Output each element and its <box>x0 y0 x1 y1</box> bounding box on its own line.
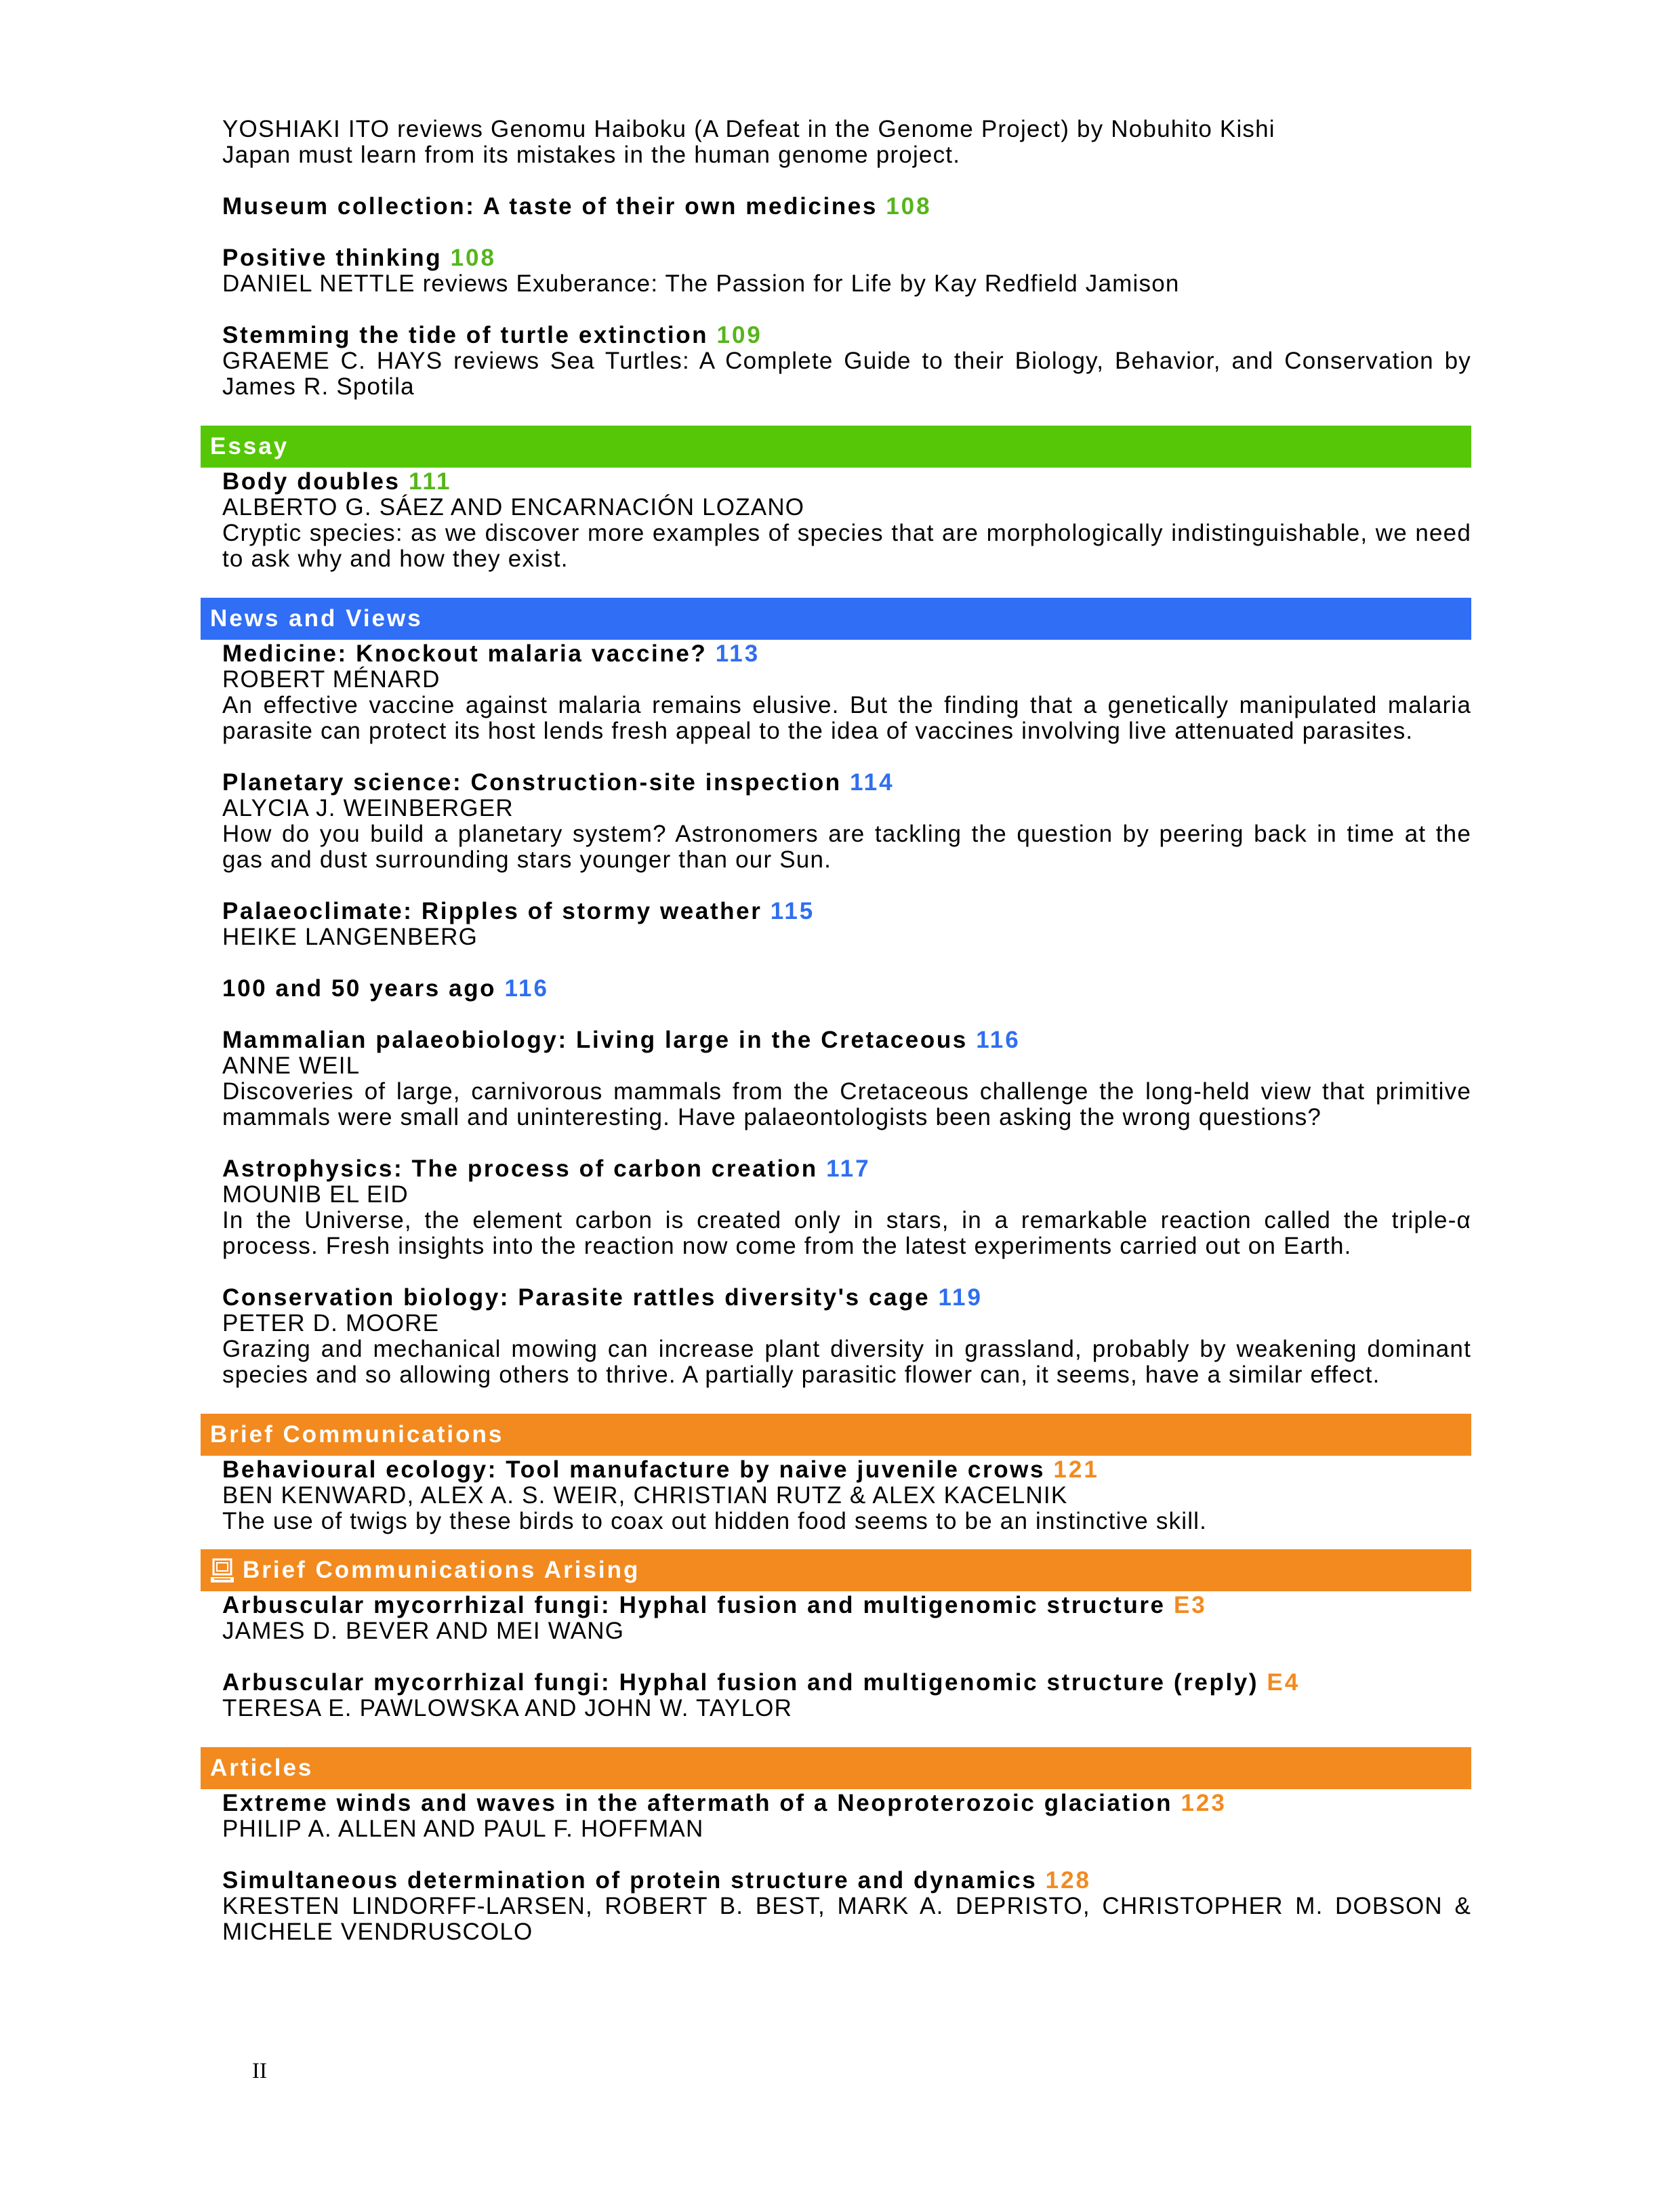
section-articles <box>201 1789 1471 1945</box>
entry-authors: ALBERTO G. SÁEZ AND ENCARNACIÓN LOZANO <box>222 494 805 520</box>
entry-title[interactable]: Medicine: Knockout malaria vaccine? 113 <box>222 640 760 667</box>
entry-authors: PETER D. MOORE <box>222 1310 440 1336</box>
entry-title[interactable]: Museum collection: A taste of their own medicines 108 <box>222 193 932 220</box>
section-brief-communications-arising <box>201 1591 1471 1721</box>
entry-desc: Grazing and mechanical mowing can increase plant diversity in grassland, probably by weakening dominant species and so allowing others to thrive. A partially parasitic flower can, it seems, have a similar effect. <box>222 1336 1471 1388</box>
article-entry[interactable] <box>222 1791 1471 1842</box>
section-news-and-views <box>201 640 1471 1388</box>
page-number: 117 <box>826 1156 871 1182</box>
page-number: 108 <box>450 245 496 271</box>
entry-title[interactable]: Conservation biology: Parasite rattles diversity's cage 119 <box>222 1284 983 1311</box>
entry-authors: HEIKE LANGENBERG <box>222 924 478 950</box>
page-number: 114 <box>850 769 895 796</box>
entry-title[interactable]: Palaeoclimate: Ripples of stormy weather 115 <box>222 898 815 924</box>
news-entry[interactable] <box>222 1285 1471 1388</box>
book-entry[interactable] <box>222 194 1471 220</box>
page-number: 116 <box>504 975 549 1002</box>
brief-entry[interactable] <box>222 1457 1471 1534</box>
entry-desc: Cryptic species: as we discover more examples of species that are morphologically indistinguishable, we need to ask why and how they exist. <box>222 520 1471 572</box>
entry-authors: JAMES D. BEVER AND MEI WANG <box>222 1618 625 1644</box>
arising-entry[interactable] <box>222 1593 1471 1644</box>
section-header-brief-communications-arising: Brief Communications Arising <box>201 1549 1471 1591</box>
news-entry[interactable] <box>222 770 1471 873</box>
review-intro <box>222 117 1471 168</box>
entry-desc: In the Universe, the element carbon is created only in stars, in a remarkable reaction called the triple-α process. Fresh insights into the reaction now come from the latest experiments carried out on Earth. <box>222 1207 1471 1259</box>
entry-title[interactable]: 100 and 50 years ago 116 <box>222 975 549 1002</box>
entry-byline: DANIEL NETTLE reviews Exuberance: The Passion for Life by Kay Redfield Jamison <box>222 270 1180 297</box>
computer-icon <box>210 1557 234 1584</box>
entry-title[interactable]: Astrophysics: The process of carbon creation 117 <box>222 1156 871 1182</box>
book-entry[interactable] <box>222 245 1471 297</box>
section-header-articles: Articles <box>201 1747 1471 1789</box>
section-brief-communications <box>201 1456 1471 1534</box>
section-essay <box>201 468 1471 572</box>
entry-title[interactable]: Simultaneous determination of protein structure and dynamics 128 <box>222 1867 1092 1894</box>
page-number: 116 <box>976 1027 1021 1053</box>
page-number: 108 <box>886 193 932 220</box>
entry-desc: The use of twigs by these birds to coax out hidden food seems to be an instinctive skill. <box>222 1508 1208 1534</box>
review-byline: YOSHIAKI ITO reviews Genomu Haiboku (A Defeat in the Genome Project) by Nobuhito Kishi <box>222 116 1275 142</box>
news-entry[interactable] <box>222 899 1471 950</box>
entry-authors: KRESTEN LINDORFF-LARSEN, ROBERT B. BEST, MARK A. DEPRISTO, CHRISTOPHER M. DOBSON & MICHELE VENDRUSCOLO <box>222 1893 1471 1945</box>
contents-page <box>201 117 1471 1971</box>
section-header-essay: Essay <box>201 426 1471 468</box>
entry-authors: BEN KENWARD, ALEX A. S. WEIR, CHRISTIAN RUTZ & ALEX KACELNIK <box>222 1482 1068 1509</box>
page-number: 113 <box>715 640 760 667</box>
entry-title[interactable]: Body doubles 111 <box>222 468 452 495</box>
entry-authors: TERESA E. PAWLOWSKA AND JOHN W. TAYLOR <box>222 1695 793 1721</box>
entry-desc: Discoveries of large, carnivorous mammals from the Cretaceous challenge the long-held view that primitive mammals were small and uninteresting. Have palaeontologists been asking the wrong questions? <box>222 1078 1471 1130</box>
news-entry[interactable] <box>222 1027 1471 1130</box>
entry-title[interactable]: Extreme winds and waves in the aftermath of a Neoproterozoic glaciation 123 <box>222 1790 1227 1816</box>
review-desc: Japan must learn from its mistakes in the human genome project. <box>222 142 961 168</box>
entry-authors: ANNE WEIL <box>222 1052 361 1079</box>
entry-title[interactable]: Planetary science: Construction-site inspection 114 <box>222 769 895 796</box>
page-number: 121 <box>1053 1456 1099 1483</box>
entry-desc: How do you build a planetary system? Astronomers are tackling the question by peering back in time at the gas and dust surrounding stars younger than our Sun. <box>222 821 1471 873</box>
section-header-brief-communications: Brief Communications <box>201 1414 1471 1456</box>
entry-title[interactable]: Behavioural ecology: Tool manufacture by naive juvenile crows 121 <box>222 1456 1099 1483</box>
entry-title[interactable]: Mammalian palaeobiology: Living large in the Cretaceous 116 <box>222 1027 1021 1053</box>
news-entry[interactable] <box>222 976 1471 1002</box>
entry-authors: MOUNIB EL EID <box>222 1181 409 1208</box>
arising-entry[interactable] <box>222 1670 1471 1721</box>
entry-byline: GRAEME C. HAYS reviews Sea Turtles: A Complete Guide to their Biology, Behavior, and Conservation by James R. Spotila <box>222 348 1471 400</box>
book-entry[interactable] <box>222 323 1471 400</box>
entry-title[interactable]: Positive thinking 108 <box>222 245 496 271</box>
page-number: 119 <box>938 1284 983 1311</box>
page-number: 109 <box>716 322 762 348</box>
entry-authors: ALYCIA J. WEINBERGER <box>222 795 514 821</box>
page-number-footer: II <box>252 2059 267 2083</box>
entry-title[interactable]: Arbuscular mycorrhizal fungi: Hyphal fusion and multigenomic structure E3 <box>222 1592 1207 1618</box>
page-number: 111 <box>408 468 452 495</box>
book-reviews-block <box>201 117 1471 400</box>
page-number: E4 <box>1267 1669 1300 1696</box>
entry-authors: ROBERT MÉNARD <box>222 666 441 693</box>
page-number: E3 <box>1173 1592 1207 1618</box>
page-number: 115 <box>770 898 815 924</box>
news-entry[interactable] <box>222 1156 1471 1259</box>
entry-title[interactable]: Arbuscular mycorrhizal fungi: Hyphal fusion and multigenomic structure (reply) E4 <box>222 1669 1300 1696</box>
page-number: 123 <box>1181 1790 1227 1816</box>
article-entry[interactable] <box>222 1868 1471 1945</box>
news-entry[interactable] <box>222 641 1471 744</box>
essay-entry[interactable] <box>222 469 1471 572</box>
page-number: 128 <box>1045 1867 1092 1894</box>
entry-desc: An effective vaccine against malaria remains elusive. But the finding that a genetically manipulated malaria parasite can protect its host lends fresh appeal to the idea of vaccines involving live attenuated parasites. <box>222 692 1471 744</box>
entry-authors: PHILIP A. ALLEN AND PAUL F. HOFFMAN <box>222 1816 704 1842</box>
section-header-news-and-views: News and Views <box>201 598 1471 640</box>
entry-title[interactable]: Stemming the tide of turtle extinction 109 <box>222 322 762 348</box>
